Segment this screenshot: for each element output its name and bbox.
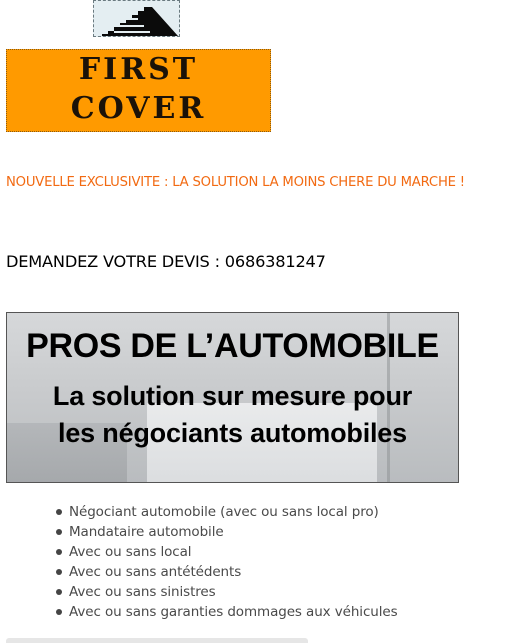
logo-line-cover: COVER [70,91,207,126]
banner-subtitle-line-2: les négociants automobiles [58,418,407,448]
promo-headline: NOUVELLE EXCLUSIVITE : LA SOLUTION LA MOINS CHERE DU MARCHE ! [6,175,465,190]
bullet-icon [56,569,62,575]
bullet-icon [56,529,62,535]
logo-icon [93,0,180,37]
banner-subtitle [7,378,458,452]
bullet-icon [56,509,62,515]
list-item [53,522,398,542]
feature-text: Avec ou sans local [69,544,192,560]
list-item [53,542,398,562]
feature-text: Avec ou sans antétédents [69,564,242,580]
feature-text: Avec ou sans garanties dommages aux véhicules [69,604,398,620]
feature-text: Avec ou sans sinistres [69,584,216,600]
page-bottom-edge [6,638,308,643]
bullet-icon [56,549,62,555]
quote-request-phone: DEMANDEZ VOTRE DEVIS : 0686381247 [6,252,326,271]
banner-title: PROS DE L’AUTOMOBILE [26,327,439,365]
logo-line-first: FIRST [78,52,199,87]
feature-list [53,502,398,622]
list-item [53,602,398,622]
feature-text: Mandataire automobile [69,524,224,540]
stair-pyramid-icon [94,1,180,37]
list-item [53,562,398,582]
banner-subtitle-line-1: La solution sur mesure pour [52,381,413,411]
first-cover-logo[interactable] [6,49,271,132]
feature-text: Négociant automobile (avec ou sans local pro) [69,504,379,520]
bullet-icon [56,589,62,595]
list-item [53,502,398,522]
automobile-banner [6,312,459,483]
list-item [53,582,398,602]
bullet-icon [56,609,62,615]
